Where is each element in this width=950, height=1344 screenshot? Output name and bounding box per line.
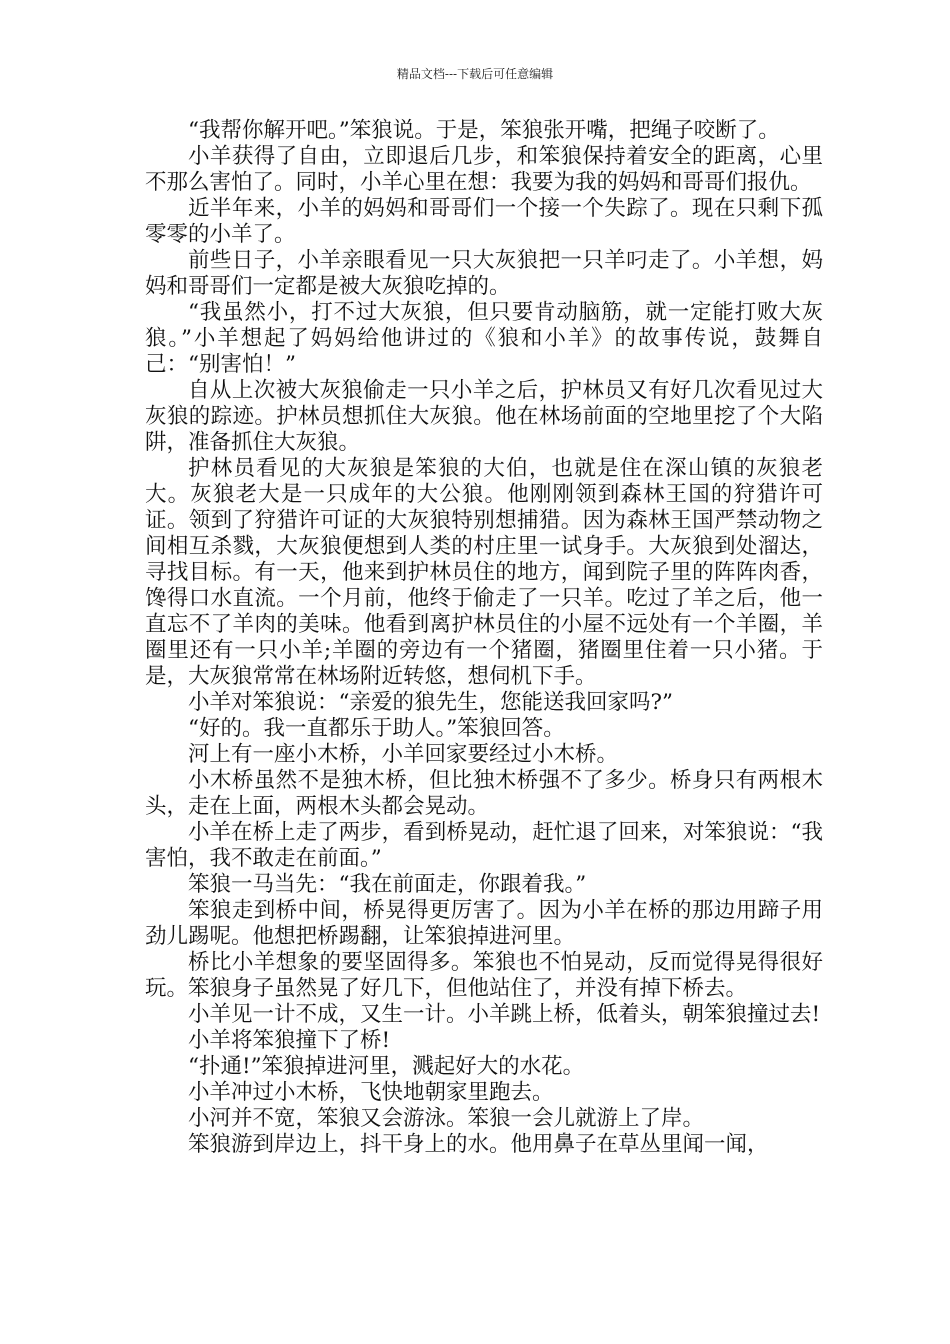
paragraph: 小羊将笨狼撞下了桥!	[188, 1028, 391, 1053]
page-header: 精品文档---下载后可任意编辑	[396, 67, 554, 81]
paragraph: 笨狼走到桥中间，桥晃得更厉害了。因为小羊在桥的那边用蹄子用劲儿踢呢。他想把桥踢翻，让笨狼掉进河里。	[145, 898, 823, 949]
paragraph: 河上有一座小木桥，小羊回家要经过小木桥。	[188, 742, 619, 767]
paragraph: 笨狼游到岸边上，抖干身上的水。他用鼻子在草丛里闻一闻，	[188, 1132, 769, 1157]
paragraph: 护林员看见的大灰狼是笨狼的大伯，也就是住在深山镇的灰狼老大。灰狼老大是一只成年的大公狼。他刚刚领到森林王国的狩猎许可证。领到了狩猎许可证的大灰狼特别想捕猎。因为森林王国严禁动物之间相互杀戮，大灰狼便想到人类的村庄里一试身手。大灰狼到处溜达，寻找目标。有一天，他来到护林员住的地方，闻到院子里的阵阵肉香，馋得口水直流。一个月前，他终于偷走了一只羊。吃过了羊之后，他一直忘不了羊肉的美味。他看到离护林员住的小屋不远处有一个羊圈，羊圈里还有一只小羊;羊圈的旁边有一个猪圈，猪圈里住着一只小猪。于是，大灰狼常常在林场附近转悠，想伺机下手。	[145, 456, 823, 689]
paragraph: 小羊冲过小木桥，飞快地朝家里跑去。	[188, 1080, 554, 1105]
paragraph: 前些日子，小羊亲眼看见一只大灰狼把一只羊叼走了。小羊想，妈妈和哥哥们一定都是被大灰狼吃掉的。	[145, 248, 823, 299]
document-body	[145, 118, 823, 1158]
paragraph: “我虽然小，打不过大灰狼，但只要肯动脑筋，就一定能打败大灰狼。”小羊想起了妈妈给他讲过的《狼和小羊》的故事传说，鼓舞自己：“别害怕！”	[145, 300, 823, 377]
paragraph: “我帮你解开吧。”笨狼说。于是，笨狼张开嘴，把绳子咬断了。	[188, 118, 780, 143]
paragraph: 小木桥虽然不是独木桥，但比独木桥强不了多少。桥身只有两根木头，走在上面，两根木头都会晃动。	[145, 768, 823, 819]
paragraph: 桥比小羊想象的要坚固得多。笨狼也不怕晃动，反而觉得晃得很好玩。笨狼身子虽然晃了好几下，但他站住了，并没有掉下桥去。	[145, 950, 823, 1001]
paragraph: “扑通!”笨狼掉进河里，溅起好大的水花。	[188, 1054, 585, 1079]
paragraph: 小羊对笨狼说：“亲爱的狼先生，您能送我回家吗?”	[188, 690, 674, 715]
paragraph: 笨狼一马当先：“我在前面走，你跟着我。”	[188, 872, 587, 897]
paragraph: 小羊在桥上走了两步，看到桥晃动，赶忙退了回来，对笨狼说：“我害怕，我不敢走在前面。”	[145, 820, 823, 871]
paragraph: 近半年来，小羊的妈妈和哥哥们一个接一个失踪了。现在只剩下孤零零的小羊了。	[145, 196, 823, 247]
paragraph: 小羊见一计不成，又生一计。小羊跳上桥，低着头，朝笨狼撞过去!	[188, 1002, 821, 1027]
paragraph: 自从上次被大灰狼偷走一只小羊之后，护林员又有好几次看见过大灰狼的踪迹。护林员想抓住大灰狼。他在林场前面的空地里挖了个大陷阱，准备抓住大灰狼。	[145, 378, 823, 455]
paragraph: “好的。我一直都乐于助人。”笨狼回答。	[188, 716, 565, 741]
paragraph: 小河并不宽，笨狼又会游泳。笨狼一会儿就游上了岸。	[188, 1106, 705, 1131]
paragraph: 小羊获得了自由，立即退后几步，和笨狼保持着安全的距离，心里不那么害怕了。同时，小羊心里在想：我要为我的妈妈和哥哥们报仇。	[145, 144, 823, 195]
